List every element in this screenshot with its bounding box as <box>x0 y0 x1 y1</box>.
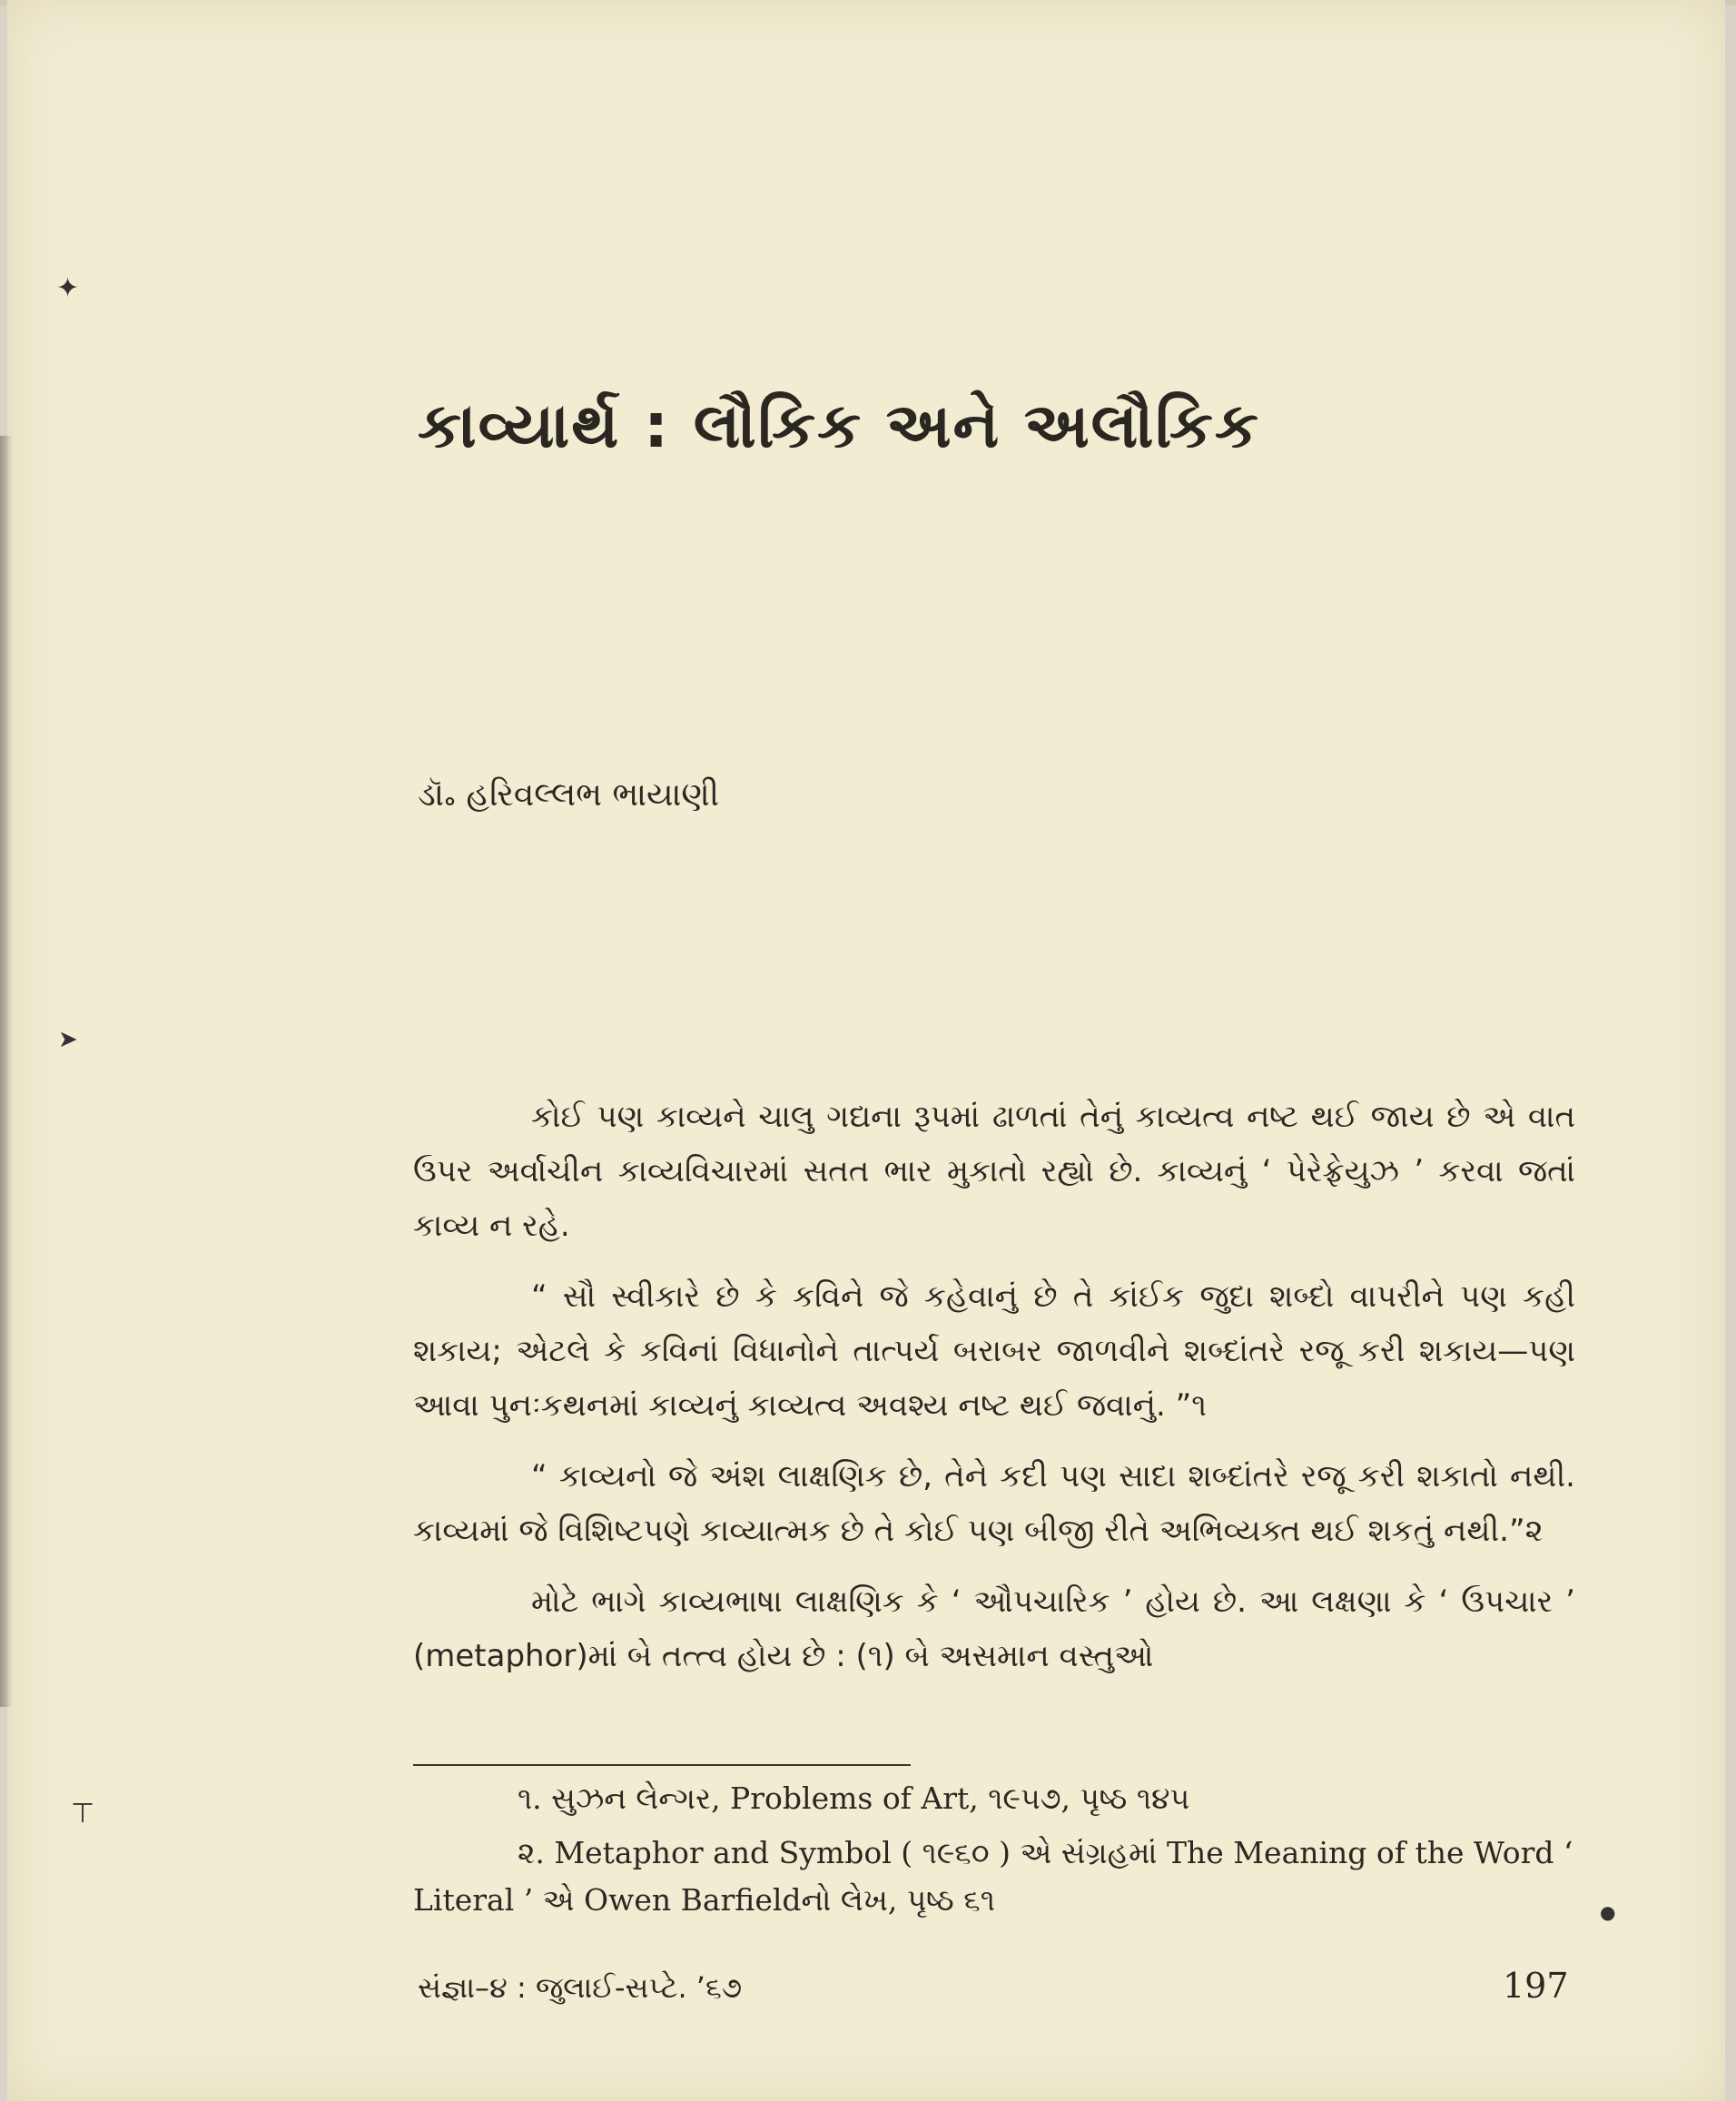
footnote-1: ૧. સુઝન લેન્ગર, Problems of Art, ૧૯૫૭, પૃષ્ઠ ૧૪૫ <box>518 1780 1190 1816</box>
footnote-2: ૨. Metaphor and Symbol ( ૧૯૬૦ ) એ સંગ્રહમાં The Meaning of the Word ‘ Literal ’ એ Owen Barfieldનો લેખ, પૃષ્ઠ ૬૧ <box>413 1835 1573 1918</box>
registration-mark-3: ⊤ <box>71 1798 95 1830</box>
article-author: ડૉ૰ હરિવલ્લભ ભાયાણી <box>418 776 720 814</box>
body-paragraph: મોટે ભાગે કાવ્યભાષા લાક્ષણિક કે ‘ ઔપચારિક ’ હોય છે. આ લક્ષણા કે ‘ ઉપચાર ’ (metaphor)માં બે તત્ત્વ હોય છે : (૧) બે અસમાન વસ્તુઓ <box>413 1583 1575 1674</box>
page-number: 197 <box>1503 1966 1569 2006</box>
footnote-divider <box>413 1764 911 1766</box>
body-paragraph: કોઈ પણ કાવ્યને ચાલુ ગદ્યના રૂપમાં ઢાળતાં તેનું કાવ્યત્વ નષ્ટ થઈ જાય છે એ વાત ઉપર અર્વાચીન કાવ્યવિચારમાં સતત ભાર મુકાતો રહ્યો છે. કાવ્યનું ‘ પેરેફ્રેયુઝ ’ કરવા જતાં કાવ્ય ન રહે. <box>413 1099 1575 1244</box>
registration-mark-1: ✦ <box>56 272 80 304</box>
scan-binding-shadow <box>0 436 13 1707</box>
registration-dot: ● <box>1600 1901 1616 1923</box>
registration-mark-2: ➤ <box>58 1026 78 1053</box>
article-body <box>413 1090 1575 1700</box>
quote-paragraph: “ કાવ્યનો જે અંશ લાક્ષણિક છે, તેને કદી પણ સાદા શબ્દાંતરે રજૂ કરી શકાતો નથી. કાવ્યમાં જે વિશિષ્ટપણે કાવ્યાત્મક છે તે કોઈ પણ બીજી રીતે અભિવ્યક્ત થઈ શકતું નથી.”૨ <box>413 1458 1575 1549</box>
quote-paragraph: “ સૌ સ્વીકારે છે કે કવિને જે કહેવાનું છે તે કાંઈક જુદા શબ્દો વાપરીને પણ કહી શકાય; એટલે કે કવિનાં વિધાનોને તાત્પર્ય બરાબર જાળવીને શબ્દાંતરે રજૂ કરી શકાય—પણ આવા પુનઃકથનમાં કાવ્યનું કાવ્યત્વ અવશ્ય નષ્ટ થઈ જવાનું. ”૧ <box>413 1278 1575 1424</box>
article-title: કાવ્યાર્થ : લૌકિક અને અલૌકિક <box>418 390 1260 462</box>
journal-footer: સંજ્ઞા–૪ : જુલાઈ-સપ્ટે. ’૬૭ <box>418 1970 743 2005</box>
footnotes <box>413 1775 1580 1931</box>
